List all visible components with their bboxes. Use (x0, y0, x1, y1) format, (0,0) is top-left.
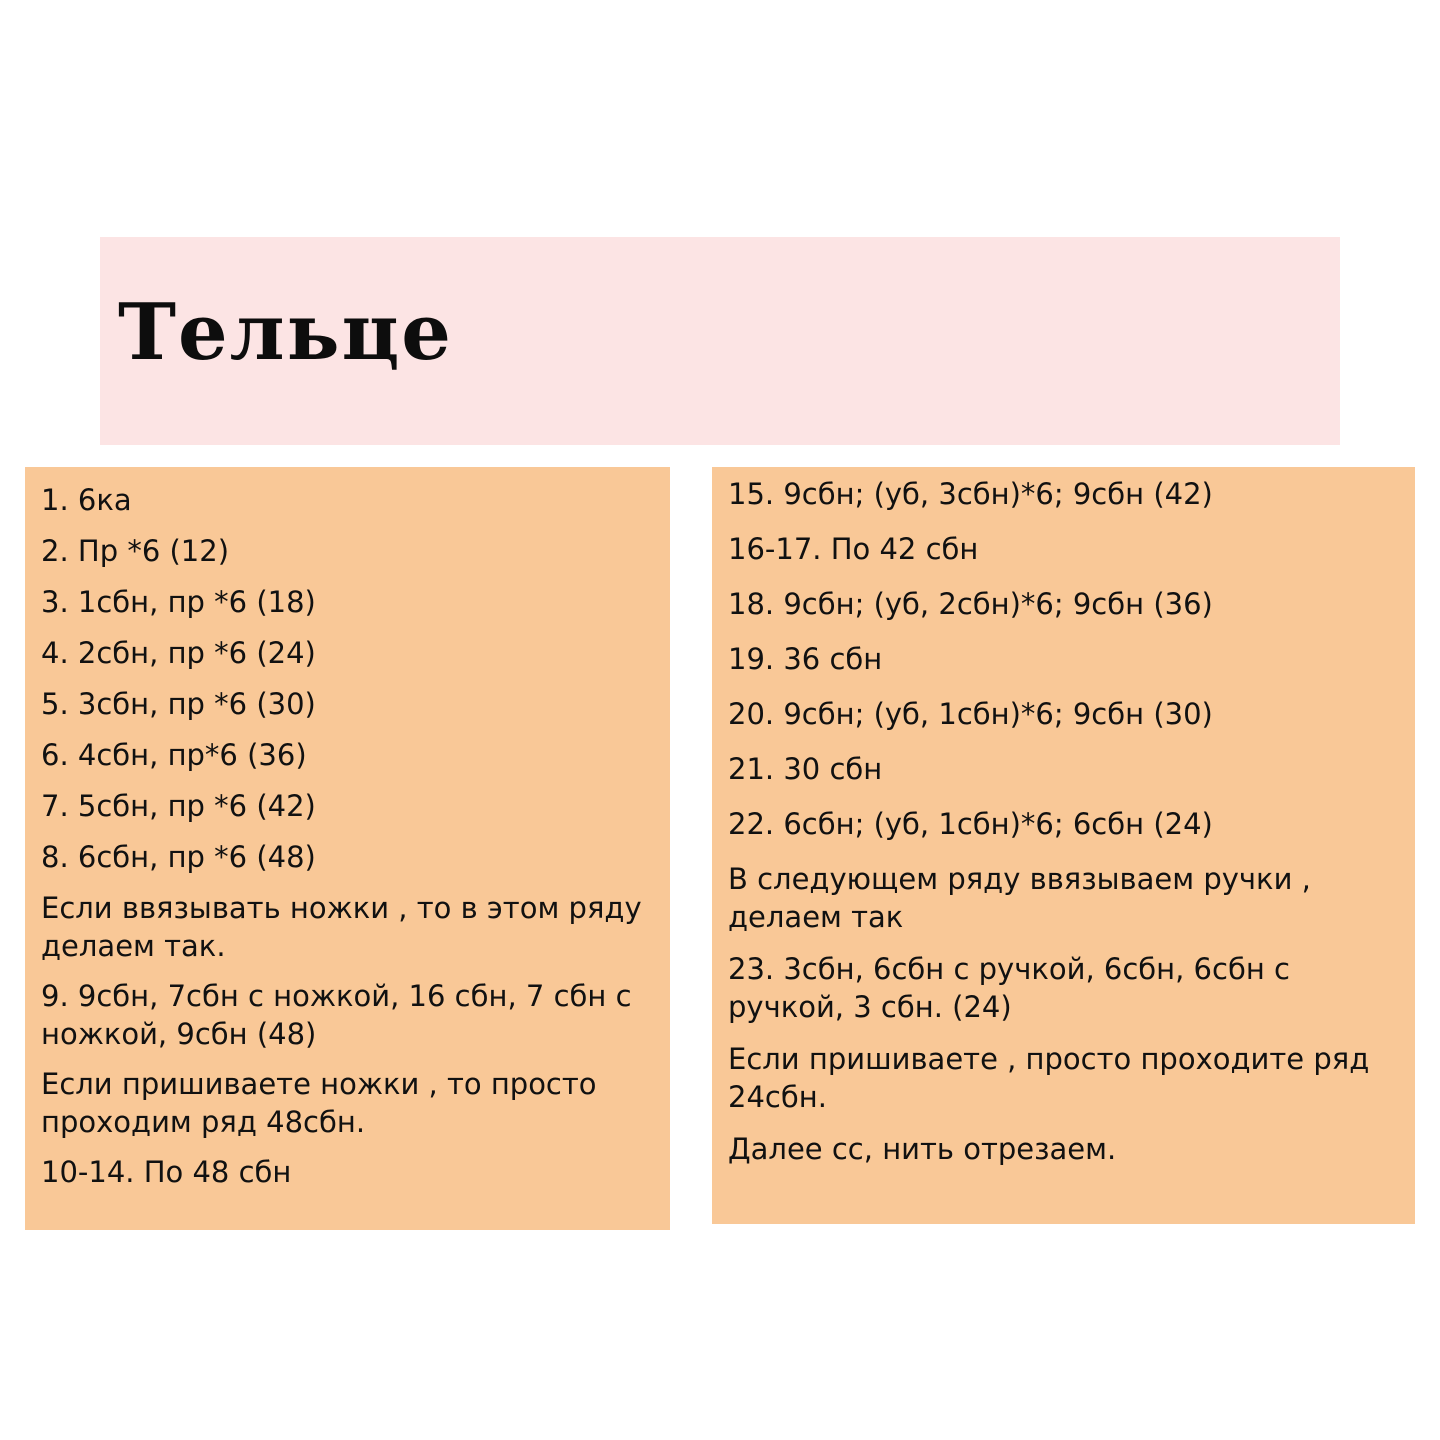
row-4: 4. 2сбн, пр *6 (24) (41, 636, 316, 670)
row-1: 1. 6ка (41, 483, 132, 517)
row-3: 3. 1сбн, пр *6 (18) (41, 585, 316, 619)
instructions-panel-right (712, 467, 1415, 1224)
note-legs-sewn: Если пришиваете ножки , то просто проходим ряд 48сбн. (41, 1067, 606, 1139)
row-16-17: 16-17. По 42 сбн (728, 532, 979, 566)
page-title: Тельце (118, 287, 453, 378)
final-step: Далее сс, нить отрезаем. (728, 1132, 1117, 1166)
row-18: 18. 9сбн; (уб, 2сбн)*6; 9сбн (36) (728, 587, 1213, 621)
row-20: 20. 9сбн; (уб, 1сбн)*6; 9сбн (30) (728, 697, 1213, 731)
row-15: 15. 9сбн; (уб, 3сбн)*6; 9сбн (42) (728, 477, 1213, 511)
row-10-14: 10-14. По 48 сбн (41, 1155, 292, 1189)
row-8: 8. 6сбн, пр *6 (48) (41, 840, 316, 874)
row-23: 23. 3сбн, 6сбн с ручкой, 6сбн, 6сбн с ручкой, 3 сбн. (24) (728, 952, 1300, 1024)
row-6: 6. 4сбн, пр*6 (36) (41, 738, 307, 772)
row-2: 2. Пр *6 (12) (41, 534, 230, 568)
note-arms-sewn: Если пришиваете , просто проходите ряд 24сбн. (728, 1042, 1379, 1114)
row-22: 22. 6сбн; (уб, 1сбн)*6; 6сбн (24) (728, 807, 1213, 841)
title-banner (100, 237, 1340, 445)
row-9: 9. 9сбн, 7сбн с ножкой, 16 сбн, 7 сбн с ножкой, 9сбн (48) (41, 979, 641, 1051)
row-5: 5. 3сбн, пр *6 (30) (41, 687, 316, 721)
note-legs-knit: Если ввязывать ножки , то в этом ряду делаем так. (41, 891, 651, 963)
instructions-panel-left (25, 467, 670, 1230)
note-arms-knit: В следующем ряду ввязываем ручки , делаем так (728, 862, 1321, 934)
row-19: 19. 36 сбн (728, 642, 883, 676)
row-7: 7. 5сбн, пр *6 (42) (41, 789, 316, 823)
row-21: 21. 30 сбн (728, 752, 883, 786)
